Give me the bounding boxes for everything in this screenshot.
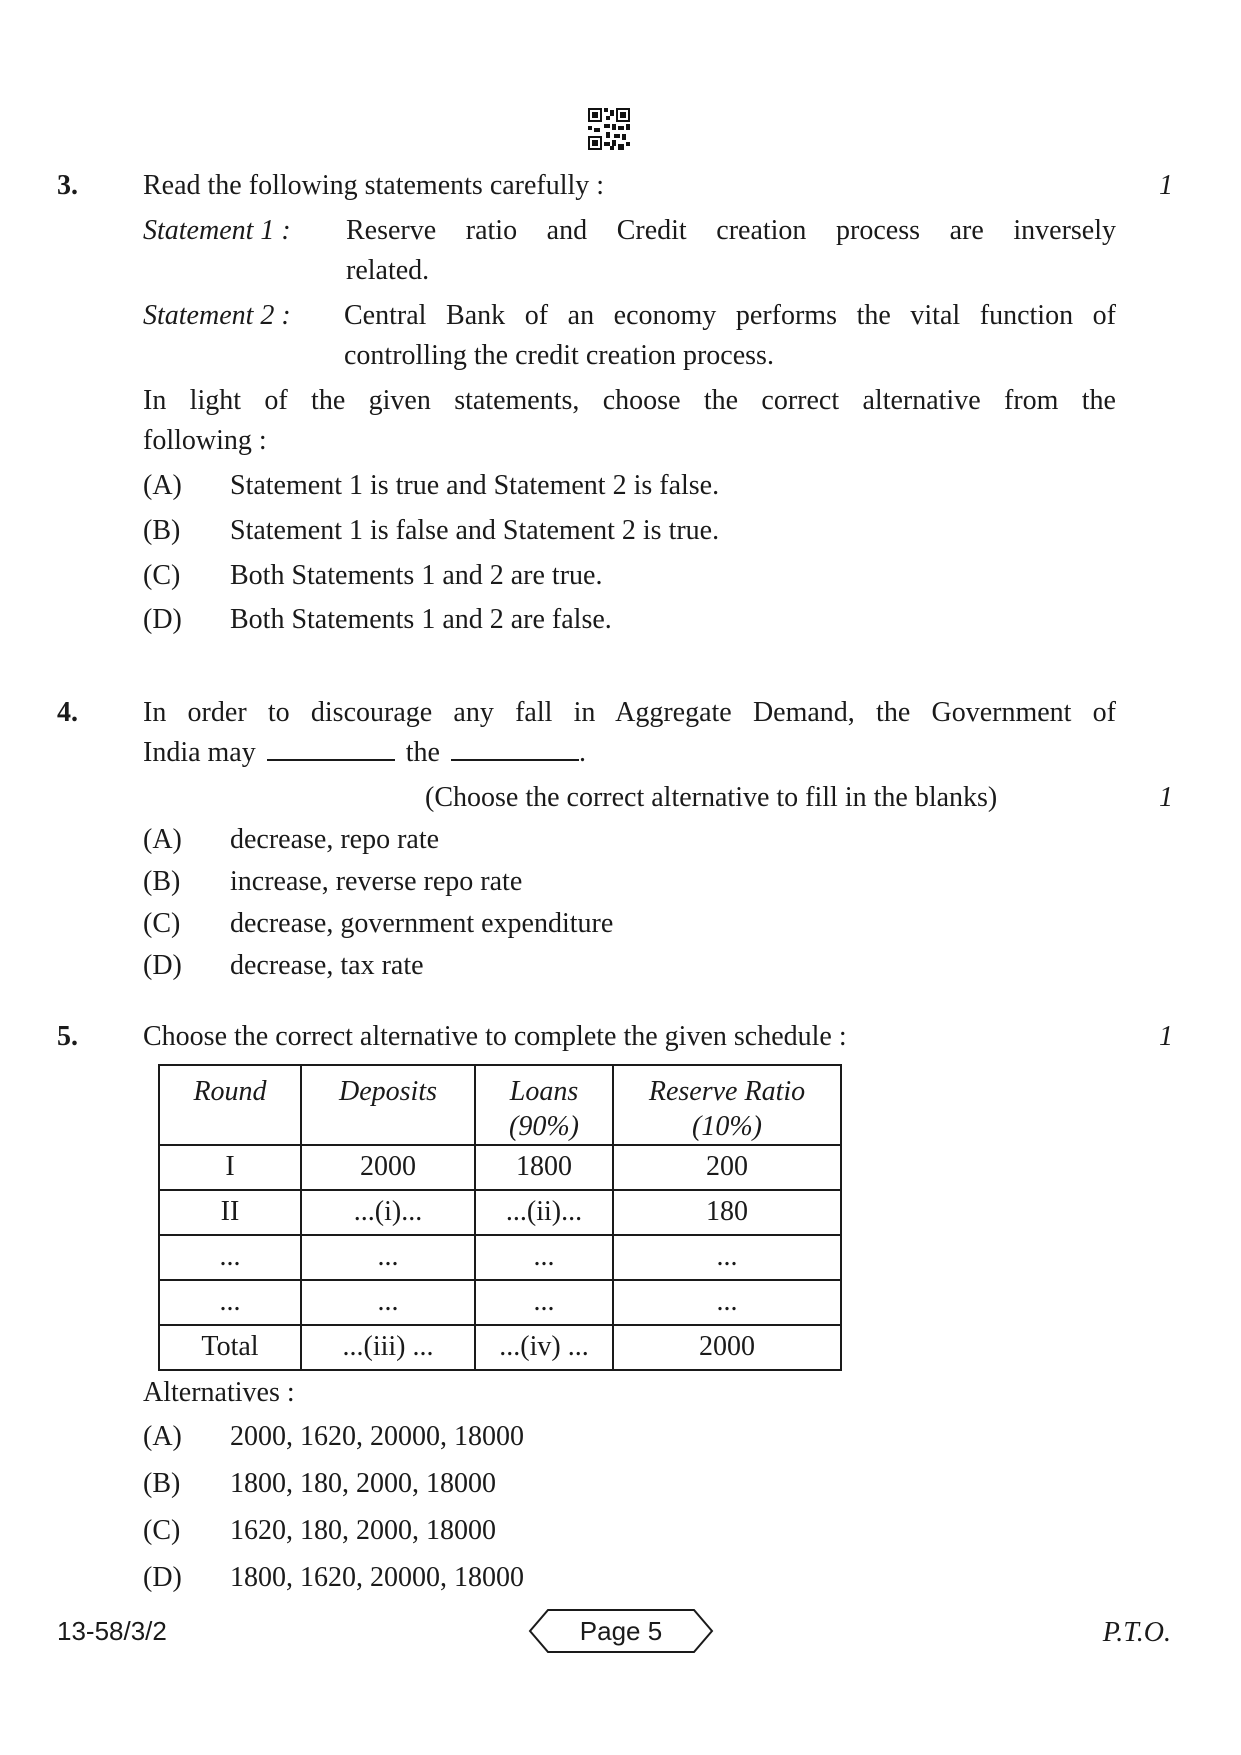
q4-option-d-letter: (D) — [143, 950, 182, 981]
table-cell: ... — [475, 1280, 613, 1325]
header-reserve-label: Reserve Ratio — [648, 1076, 806, 1107]
table-cell: ... — [613, 1235, 841, 1280]
statement-2-text-line2: controlling the credit creation process. — [344, 340, 774, 371]
q5-option-b-letter: (B) — [143, 1468, 181, 1499]
question-3-instruction-line2: following : — [143, 425, 267, 456]
question-4-number: 4. — [57, 697, 78, 728]
table-cell: ...(iv) ... — [475, 1325, 613, 1370]
question-3-instruction-line1: In light of the given statements, choose the correct alternative from the — [143, 385, 1116, 416]
blank-2 — [451, 737, 579, 761]
table-cell: 200 — [613, 1145, 841, 1190]
table-cell: ... — [159, 1280, 301, 1325]
q5-option-a-letter: (A) — [143, 1421, 182, 1452]
table-row-total — [159, 1325, 841, 1370]
statement-2-text-line1: Central Bank of an economy performs the vital function of — [344, 300, 1116, 331]
question-5-number: 5. — [57, 1021, 78, 1052]
q4-option-c-letter: (C) — [143, 908, 181, 939]
question-4-marks: 1 — [1159, 782, 1173, 813]
table-cell: ... — [613, 1280, 841, 1325]
question-3-marks: 1 — [1159, 170, 1173, 201]
table-cell: ...(iii) ... — [301, 1325, 475, 1370]
question-4-line2-mid: the — [405, 737, 440, 768]
table-row — [159, 1190, 841, 1235]
table-header-row — [159, 1065, 841, 1145]
q3-option-d-letter: (D) — [143, 604, 182, 635]
q4-option-b-text: increase, reverse repo rate — [230, 866, 523, 897]
question-5-marks: 1 — [1159, 1021, 1173, 1052]
table-cell: II — [159, 1190, 301, 1235]
table-cell: ... — [301, 1235, 475, 1280]
statement-1-text-line1: Reserve ratio and Credit creation process are inversely — [346, 215, 1116, 246]
table-row — [159, 1145, 841, 1190]
table-cell: ... — [159, 1235, 301, 1280]
paper-code: 13-58/3/2 — [57, 1616, 167, 1646]
header-loans-sub: (90%) — [509, 1111, 579, 1142]
question-4-line2-start: India may — [143, 737, 256, 768]
table-cell: ... — [475, 1235, 613, 1280]
q3-option-a-text: Statement 1 is true and Statement 2 is false. — [230, 470, 720, 501]
header-loans — [475, 1065, 613, 1145]
statement-1-text-line2: related. — [346, 255, 430, 286]
header-loans-label: Loans — [509, 1076, 579, 1107]
qr-code-icon — [588, 108, 630, 150]
q3-option-d-text: Both Statements 1 and 2 are false. — [230, 604, 612, 635]
header-deposits — [301, 1065, 475, 1145]
table-cell: 180 — [613, 1190, 841, 1235]
schedule-table — [158, 1064, 842, 1371]
question-4-line2 — [143, 735, 586, 771]
table-row — [159, 1280, 841, 1325]
table-cell: ...(i)... — [301, 1190, 475, 1235]
q5-option-c-text: 1620, 180, 2000, 18000 — [230, 1515, 496, 1546]
header-reserve-sub: (10%) — [692, 1111, 762, 1142]
q4-option-c-text: decrease, government expenditure — [230, 908, 614, 939]
statement-2-label: Statement 2 : — [143, 300, 291, 331]
header-round — [159, 1065, 301, 1145]
q3-option-b-text: Statement 1 is false and Statement 2 is true. — [230, 515, 720, 546]
q3-option-b-letter: (B) — [143, 515, 181, 546]
question-3-number: 3. — [57, 170, 78, 201]
question-5-prompt: Choose the correct alternative to complete the given schedule : — [143, 1021, 847, 1052]
question-4-line2-end: . — [578, 737, 586, 768]
q5-option-b-text: 1800, 180, 2000, 18000 — [230, 1468, 496, 1499]
q4-option-a-letter: (A) — [143, 824, 182, 855]
table-cell: 2000 — [613, 1325, 841, 1370]
alternatives-label: Alternatives : — [143, 1377, 295, 1408]
statement-1-label: Statement 1 : — [143, 215, 291, 246]
q3-option-c-letter: (C) — [143, 560, 181, 591]
table-cell: 1800 — [475, 1145, 613, 1190]
header-round-label: Round — [193, 1076, 267, 1107]
q5-option-d-letter: (D) — [143, 1562, 182, 1593]
table-cell: Total — [159, 1325, 301, 1370]
table-cell: I — [159, 1145, 301, 1190]
q4-option-b-letter: (B) — [143, 866, 181, 897]
q5-option-d-text: 1800, 1620, 20000, 18000 — [230, 1562, 524, 1593]
table-cell: ... — [301, 1280, 475, 1325]
header-deposits-label: Deposits — [339, 1076, 437, 1107]
q3-option-c-text: Both Statements 1 and 2 are true. — [230, 560, 603, 591]
table-row — [159, 1235, 841, 1280]
q5-option-c-letter: (C) — [143, 1515, 181, 1546]
q5-option-a-text: 2000, 1620, 20000, 18000 — [230, 1421, 524, 1452]
please-turn-over: P.T.O. — [1102, 1617, 1171, 1648]
page-number: Page 5 — [579, 1616, 663, 1646]
question-4-hint: (Choose the correct alternative to fill in the blanks) — [425, 782, 998, 813]
q4-option-d-text: decrease, tax rate — [230, 950, 424, 981]
question-3-prompt: Read the following statements carefully : — [143, 170, 605, 201]
table-cell: 2000 — [301, 1145, 475, 1190]
table-cell: ...(ii)... — [475, 1190, 613, 1235]
q4-option-a-text: decrease, repo rate — [230, 824, 440, 855]
blank-1 — [267, 737, 395, 761]
question-4-line1: In order to discourage any fall in Aggregate Demand, the Government of — [143, 697, 1116, 728]
header-reserve-ratio — [613, 1065, 841, 1145]
q3-option-a-letter: (A) — [143, 470, 182, 501]
